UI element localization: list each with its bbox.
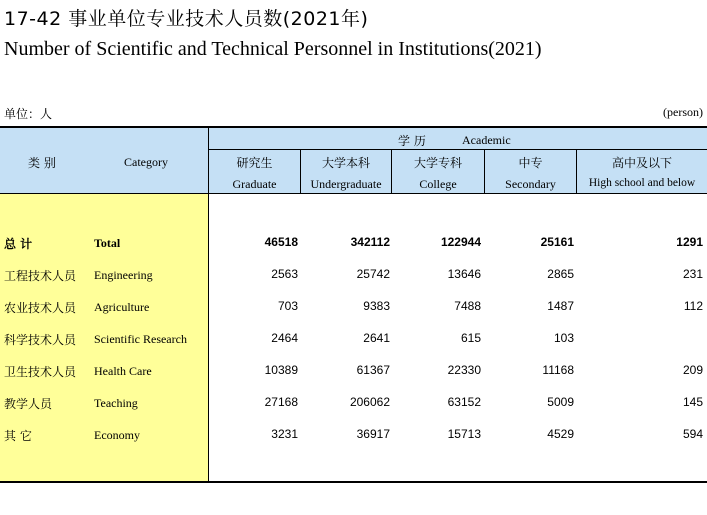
col-header-graduate-chinese: 研究生	[236, 156, 273, 170]
table-cell: 209	[682, 363, 703, 377]
row-label-chinese: 总 计	[4, 237, 33, 251]
col-header-secondary-english: Secondary	[505, 177, 556, 191]
table-cell: 63152	[447, 395, 481, 409]
table-cell: 46518	[264, 235, 298, 249]
table-cell: 2641	[363, 331, 390, 345]
table-title-chinese: 17-42 事业单位专业技术人员数(2021年)	[4, 8, 369, 30]
unit-label-chinese: 单位：人	[4, 107, 53, 121]
academic-group-header-chinese: 学 历	[398, 134, 426, 148]
table-cell: 5009	[547, 395, 574, 409]
table-cell: 4529	[547, 427, 574, 441]
row-label-english: Health Care	[94, 364, 152, 378]
table-cell: 25161	[540, 235, 574, 249]
group-header-rule	[208, 149, 707, 150]
category-header-chinese: 类 别	[28, 156, 56, 170]
table-cell: 1291	[676, 235, 703, 249]
row-label-chinese: 卫生技术人员	[4, 365, 77, 379]
unit-label-english: (person)	[663, 105, 703, 119]
academic-group-header-english: Academic	[462, 133, 511, 147]
row-label-english: Engineering	[94, 268, 153, 282]
row-label-chinese: 其 它	[4, 429, 32, 443]
col-header-college-english: College	[419, 177, 457, 191]
table-cell: 206062	[349, 395, 390, 409]
table-cell: 2563	[271, 267, 298, 281]
category-header-english: Category	[124, 155, 168, 169]
table-cell: 1487	[547, 299, 574, 313]
row-label-chinese: 科学技术人员	[4, 333, 77, 347]
table-cell: 112	[683, 299, 703, 313]
table-cell: 61367	[356, 363, 390, 377]
table-cell: 2865	[547, 267, 574, 281]
table-bottom-rule	[0, 481, 707, 483]
col-header-secondary-chinese: 中专	[518, 156, 543, 170]
table-cell: 615	[460, 331, 481, 345]
header-bottom-rule	[0, 193, 707, 194]
col-header-undergraduate-english: Undergraduate	[310, 177, 382, 191]
row-label-chinese: 农业技术人员	[4, 301, 77, 315]
row-label-chinese: 教学人员	[4, 397, 53, 411]
table-cell: 25742	[356, 267, 390, 281]
col-header-undergraduate-chinese: 大学本科	[321, 156, 370, 170]
row-label-chinese: 工程技术人员	[4, 269, 77, 283]
row-label-english: Agriculture	[94, 300, 150, 314]
col-header-college-chinese: 大学专科	[413, 156, 462, 170]
table-cell: 22330	[447, 363, 481, 377]
table-cell: 703	[277, 299, 298, 313]
col-header-highschool-english: High school and below	[588, 177, 696, 189]
table-cell: 9383	[363, 299, 390, 313]
table-cell: 122944	[440, 235, 481, 249]
row-label-english: Scientific Research	[94, 332, 187, 346]
table-cell: 3231	[271, 427, 298, 441]
table-cell: 15713	[447, 427, 481, 441]
table-cell: 342112	[350, 235, 390, 249]
row-label-english: Total	[94, 236, 121, 250]
table-cell: 36917	[356, 427, 390, 441]
table-cell: 145	[682, 395, 703, 409]
table-cell: 13646	[447, 267, 481, 281]
table-cell: 10389	[264, 363, 298, 377]
table-cell: 231	[682, 267, 703, 281]
table-cell: 27168	[264, 395, 298, 409]
row-label-english: Economy	[94, 428, 140, 442]
table-cell: 7488	[454, 299, 481, 313]
table-title-english: Number of Scientific and Technical Personnel in Institutions(2021)	[4, 38, 542, 60]
table-cell: 594	[682, 427, 703, 441]
table-top-rule	[0, 126, 707, 128]
row-label-english: Teaching	[94, 396, 138, 410]
col-header-highschool-chinese: 高中及以下	[611, 156, 672, 170]
table-cell: 2464	[271, 331, 298, 345]
table-cell: 11168	[542, 363, 574, 377]
table-cell: 103	[553, 331, 574, 345]
col-header-graduate-english: Graduate	[232, 177, 277, 191]
